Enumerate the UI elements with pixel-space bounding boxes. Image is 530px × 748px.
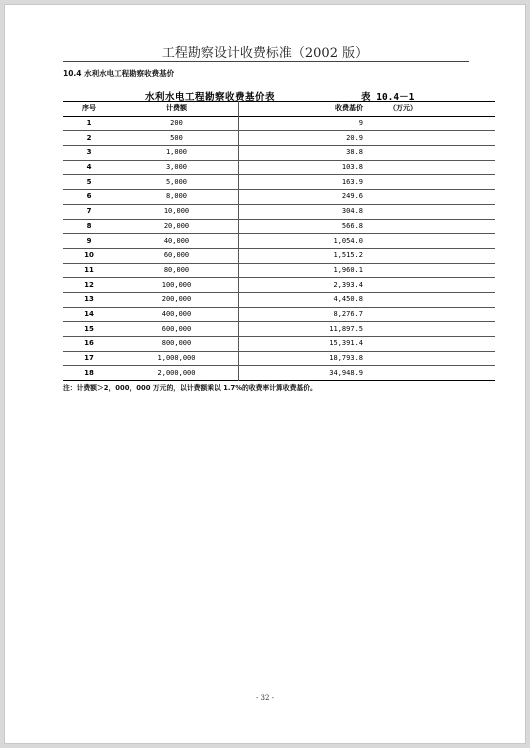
header-unit: （万元） (389, 104, 417, 113)
table-row (63, 278, 495, 293)
row-amount: 3,000 (115, 160, 239, 175)
row-no: 7 (86, 207, 92, 216)
row-fee: 163.9 (341, 177, 363, 186)
table-row (63, 292, 495, 307)
row-fee: 2,393.4 (333, 280, 363, 289)
row-no: 16 (84, 339, 94, 348)
row-no: 13 (84, 295, 94, 304)
row-no: 2 (86, 133, 92, 142)
table-row (63, 116, 495, 131)
row-fee: 4,450.8 (333, 295, 363, 304)
row-spacer (373, 234, 495, 249)
table-title: 水利水电工程勘察收费基价表 (145, 92, 276, 103)
row-spacer (373, 263, 495, 278)
row-spacer (373, 160, 495, 175)
row-spacer (373, 307, 495, 322)
header-no: 序号 (82, 104, 96, 113)
table-row (63, 234, 495, 249)
row-fee: 566.8 (341, 221, 363, 230)
row-amount: 400,000 (115, 307, 239, 322)
table-row (63, 351, 495, 366)
row-amount: 100,000 (115, 278, 239, 293)
row-fee: 9 (358, 119, 363, 128)
row-fee: 8,276.7 (333, 309, 363, 318)
row-spacer (373, 116, 495, 131)
table-row (63, 131, 495, 146)
row-amount: 60,000 (115, 248, 239, 263)
row-no: 4 (86, 163, 92, 172)
row-spacer (373, 204, 495, 219)
row-no: 14 (84, 309, 94, 318)
row-amount: 5,000 (115, 175, 239, 190)
row-no: 15 (84, 324, 94, 333)
row-amount: 200 (115, 116, 239, 131)
row-amount: 1,000 (115, 146, 239, 161)
row-no: 6 (86, 192, 92, 201)
row-spacer (373, 219, 495, 234)
row-spacer (373, 351, 495, 366)
row-amount: 800,000 (115, 337, 239, 352)
row-no: 11 (84, 265, 94, 274)
table-row (63, 204, 495, 219)
row-no: 3 (86, 148, 92, 157)
row-spacer (373, 322, 495, 337)
table-row (63, 307, 495, 322)
row-fee: 1,515.2 (333, 251, 363, 260)
table-row (63, 263, 495, 278)
table-row (63, 190, 495, 205)
running-header: 工程勘察设计收费标准（2002 版） (161, 46, 369, 61)
row-spacer (373, 366, 495, 381)
row-spacer (373, 175, 495, 190)
row-amount: 20,000 (115, 219, 239, 234)
row-spacer (373, 190, 495, 205)
row-amount: 500 (115, 131, 239, 146)
row-no: 5 (86, 177, 92, 186)
row-fee: 18,793.8 (329, 354, 363, 363)
row-amount: 8,000 (115, 190, 239, 205)
table-row (63, 146, 495, 161)
header-fee: 收费基价 (335, 104, 363, 113)
table-row (63, 248, 495, 263)
row-amount: 200,000 (115, 292, 239, 307)
table-number: 表 10.4－1 (361, 92, 415, 103)
page-number: - 32 - (255, 694, 275, 702)
row-amount: 600,000 (115, 322, 239, 337)
row-fee: 249.6 (341, 192, 363, 201)
table-row (63, 322, 495, 337)
table-body (63, 116, 495, 380)
header-rule (63, 61, 469, 62)
table-note: 注：计费额＞2，000，000 万元的，以计费额乘以 1.7%的收费率计算收费基价。 (63, 384, 317, 392)
row-amount: 10,000 (115, 204, 239, 219)
header-amount: 计费额 (115, 102, 239, 117)
table-row (63, 160, 495, 175)
row-spacer (373, 278, 495, 293)
document-page (4, 4, 526, 744)
row-amount: 80,000 (115, 263, 239, 278)
row-fee: 1,054.0 (333, 236, 363, 245)
table-row (63, 219, 495, 234)
row-no: 18 (84, 368, 94, 377)
row-no: 8 (86, 221, 92, 230)
row-spacer (373, 337, 495, 352)
row-fee: 11,897.5 (329, 324, 363, 333)
row-spacer (373, 248, 495, 263)
row-fee: 304.8 (341, 207, 363, 216)
row-spacer (373, 131, 495, 146)
table-header-row (63, 102, 495, 117)
row-amount: 40,000 (115, 234, 239, 249)
table-row (63, 366, 495, 381)
row-fee: 20.9 (346, 133, 363, 142)
row-fee: 38.8 (346, 148, 363, 157)
row-no: 1 (86, 119, 92, 128)
section-heading: 10.4 水利水电工程勘察收费基价 (63, 69, 175, 78)
fee-table (63, 101, 495, 381)
row-no: 9 (86, 236, 92, 245)
row-spacer (373, 146, 495, 161)
row-amount: 2,000,000 (115, 366, 239, 381)
row-fee: 34,948.9 (329, 368, 363, 377)
row-fee: 15,391.4 (329, 339, 363, 348)
row-amount: 1,000,000 (115, 351, 239, 366)
row-no: 12 (84, 280, 94, 289)
row-no: 17 (84, 354, 94, 363)
row-no: 10 (84, 251, 94, 260)
table-row (63, 337, 495, 352)
row-fee: 103.8 (341, 163, 363, 172)
row-fee: 1,960.1 (333, 265, 363, 274)
row-spacer (373, 292, 495, 307)
table-row (63, 175, 495, 190)
